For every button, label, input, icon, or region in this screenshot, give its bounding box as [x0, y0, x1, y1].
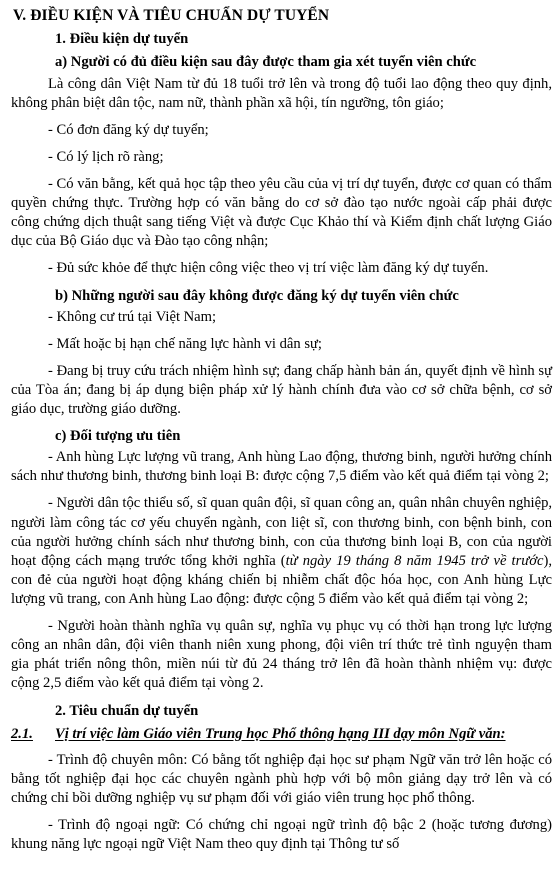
standard-subsection-title: Vị trí việc làm Giáo viên Trung học Phổ thông hạng III dạy môn Ngữ văn: — [55, 725, 506, 742]
section-v-title: V. ĐIỀU KIỆN VÀ TIÊU CHUẨN DỰ TUYỂN — [13, 7, 330, 24]
priority-item: - Anh hùng Lực lượng vũ trang, Anh hùng Lao động, thương binh, người hưởng chính sách như thương binh, thương binh loại B: được cộng 7,5 điểm vào kết quả điểm tại vòng 2; — [11, 449, 552, 485]
conditions-a-heading: a) Người có đủ điều kiện sau đây được tham gia xét tuyển viên chức — [55, 54, 477, 71]
conditions-heading: 1. Điều kiện dự tuyển — [55, 31, 189, 48]
conditions-b-item: - Không cư trú tại Việt Nam; — [48, 308, 217, 325]
conditions-b-item: - Mất hoặc bị hạn chế năng lực hành vi dân sự; — [48, 335, 322, 352]
conditions-b-item: - Đang bị truy cứu trách nhiệm hình sự; đang chấp hành bản án, quyết định về hình sự của Tòa án; đang bị áp dụng biện pháp xử lý hành chính đưa vào cơ sở chữa bệnh, cơ sở giáo dục, trường giáo dưỡng. — [11, 362, 552, 418]
standard-subsection-heading — [11, 725, 552, 744]
conditions-a-item: - Có lý lịch rõ ràng; — [48, 148, 164, 165]
conditions-b-heading: b) Những người sau đây không được đăng ký dự tuyển viên chức — [55, 287, 459, 304]
conditions-a-item: - Có văn bằng, kết quả học tập theo yêu cầu của vị trí dự tuyển, được cơ quan có thẩm quyền chứng thực. Trường hợp có văn bằng do cơ sở đào tạo nước ngoài cấp phải được công chứng dịch thuật sang tiếng Việt và được Cục Khảo thí và Kiểm định chất lượng Giáo dục của Bộ Giáo dục và Đào tạo công nhận; — [11, 175, 552, 250]
standard-item: - Trình độ chuyên môn: Có bằng tốt nghiệp đại học sư phạm Ngữ văn trở lên hoặc có bằng tốt nghiệp đại học các chuyên ngành phù hợp với bộ môn giảng dạy trở lên và có chứng chỉ bồi dưỡng nghiệp vụ sư phạm đối với giáo viên trung học phổ thông. — [11, 751, 552, 807]
conditions-a-intro: Là công dân Việt Nam từ đủ 18 tuổi trở lên và trong độ tuổi lao động theo quy định, không phân biệt dân tộc, nam nữ, thành phần xã hội, tín ngưỡng, tôn giáo; — [11, 75, 552, 111]
priority-heading: c) Đối tượng ưu tiên — [55, 428, 181, 445]
priority-item-text-cont: ), con đẻ của người hoạt động kháng chiến bị nhiễm chất độc hóa học, con Anh hùng Lực lượng vũ trang, con Anh hùng Lao động: được cộng 5 điểm vào kết quả điểm tại vòng 2; — [11, 552, 553, 608]
priority-item-text: - Người dân tộc thiểu số, sĩ quan quân đội, sĩ quan công an, quân nhân chuyên nghiệp, người làm công tác cơ yếu chuyển ngành, con liệt sĩ, con thương binh, con bệnh binh, con của người hưởng chính sách như thương binh, con của thương binh loại B, con của người hoạt động cách mạng trước tổng khởi nghĩa ( — [11, 495, 553, 569]
priority-item: - Người hoàn thành nghĩa vụ quân sự, nghĩa vụ phục vụ có thời hạn trong lực lượng công an nhân dân, đội viên thanh niên xung phong, đội viên trí thức trẻ tình nguyện tham gia phát triển nông thôn, miền núi từ đủ 24 tháng trở lên đã hoàn thành nhiệm vụ: được cộng 2,5 điểm vào kết quả điểm tại vòng 2. — [11, 618, 552, 692]
priority-item-date-note: từ ngày 19 tháng 8 năm 1945 trở về trước — [285, 552, 544, 569]
priority-item — [11, 494, 552, 609]
standards-heading: 2. Tiêu chuẩn dự tuyển — [55, 702, 199, 719]
conditions-a-item: - Có đơn đăng ký dự tuyển; — [48, 121, 209, 138]
standard-subsection-number: 2.1. — [11, 725, 33, 742]
standard-item: - Trình độ ngoại ngữ: Có chứng chỉ ngoại ngữ trình độ bậc 2 (hoặc tương đương) khung năng lực ngoại ngữ Việt Nam theo quy định tại Thông tư số — [11, 817, 552, 853]
conditions-a-item: - Đủ sức khỏe để thực hiện công việc theo vị trí việc làm đăng ký dự tuyển. — [48, 260, 489, 277]
